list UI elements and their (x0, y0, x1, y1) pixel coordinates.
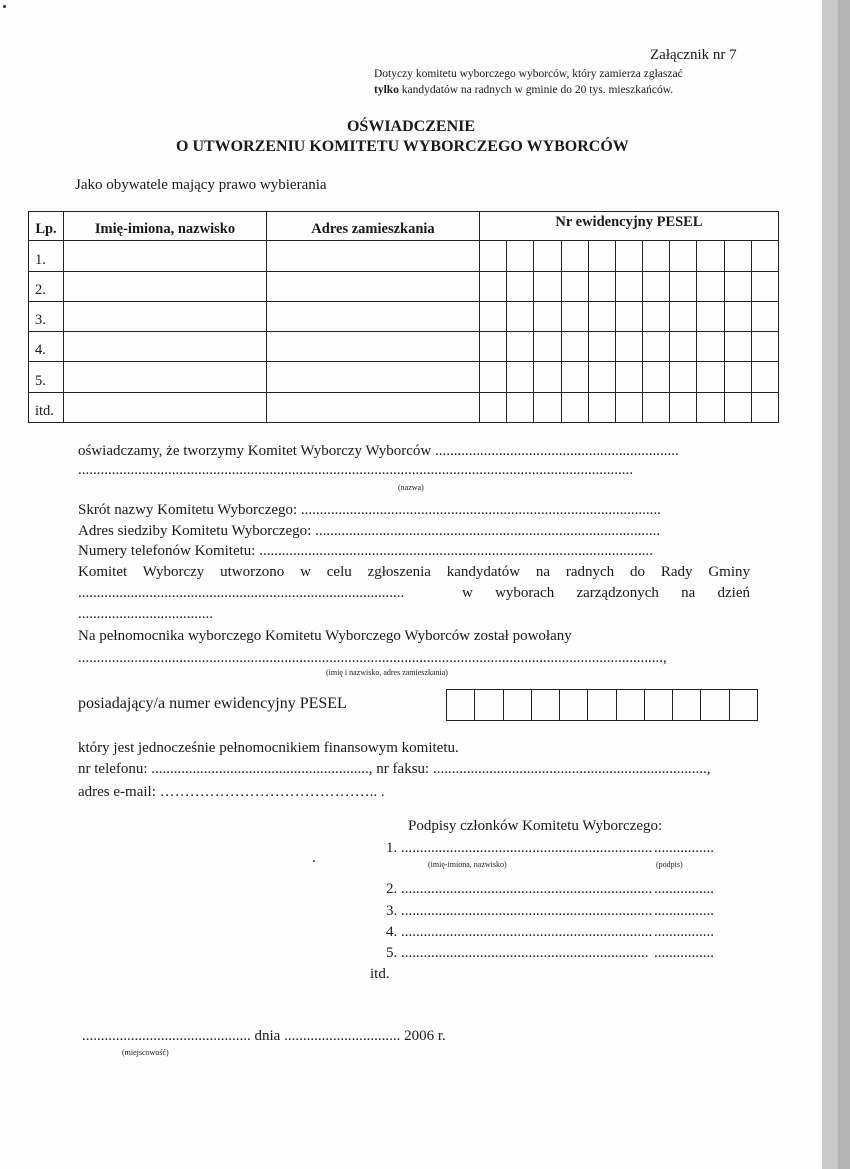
members-table (28, 211, 779, 423)
pesel-digit-cell[interactable] (561, 301, 588, 331)
signature-name-caption: (imię-imiona, nazwisko) (428, 860, 507, 869)
pesel-digit-cell[interactable] (615, 271, 642, 301)
pesel-digit-cell[interactable] (724, 392, 751, 422)
annex-note (374, 66, 683, 98)
address-cell[interactable] (267, 241, 480, 271)
table-body (29, 241, 779, 423)
proxy-line: Na pełnomocnika wyborczego Komitetu Wyborczego Wyborców został powołany (78, 628, 572, 644)
phone-numbers-line[interactable]: Numery telefonów Komitetu: ......................................................................................................... (78, 543, 653, 559)
pesel-digit-cell[interactable] (724, 301, 751, 331)
pesel-label: posiadający/a numer ewidencyjny PESEL (78, 695, 347, 712)
pesel-digit-cell[interactable] (643, 362, 670, 392)
annex-note-rest: kandydatów na radnych w gminie do 20 tys. mieszkańców. (398, 84, 674, 96)
pesel-digit-cell[interactable] (561, 332, 588, 362)
abbreviation-line[interactable]: Skrót nazwy Komitetu Wyborczego: ................................................................................................ (78, 502, 661, 518)
pesel-digit-cell[interactable] (670, 241, 697, 271)
pesel-digit-cell[interactable] (697, 392, 724, 422)
address-cell[interactable] (267, 392, 480, 422)
name-cell[interactable] (64, 301, 267, 331)
pesel-digit-cell[interactable] (561, 392, 588, 422)
row-number: itd. (29, 392, 64, 422)
pesel-digit-cell[interactable] (561, 271, 588, 301)
document-title: OŚWIADCZENIE (346, 118, 476, 135)
intro-text: Jako obywatele mający prawo wybierania (75, 177, 327, 193)
table-row (29, 392, 779, 422)
pesel-digit-cell[interactable] (534, 362, 561, 392)
pesel-digit-cell[interactable] (670, 301, 697, 331)
header-lp: Lp. (29, 212, 64, 241)
signature-sig-4[interactable]: ................ (654, 924, 714, 940)
pesel-digit-cell[interactable] (588, 332, 615, 362)
annex-note-line1: Dotyczy komitetu wyborczego wyborców, który zamierza zgłaszać (374, 68, 683, 80)
pesel-digit-cell[interactable] (751, 271, 778, 301)
pesel-digit-cell[interactable] (507, 301, 534, 331)
pesel-digit-cell[interactable] (724, 362, 751, 392)
name-cell[interactable] (64, 332, 267, 362)
pesel-digit-cell[interactable] (751, 301, 778, 331)
signature-sig-1[interactable]: ................ (654, 840, 714, 856)
pesel-digit-cell[interactable] (697, 271, 724, 301)
pesel-digit-cell[interactable] (724, 241, 751, 271)
scan-speck (313, 860, 315, 862)
address-cell[interactable] (267, 332, 480, 362)
pesel-digit-cell[interactable] (697, 332, 724, 362)
proxy-name-field[interactable]: ............................................................................................................................................................, (78, 650, 667, 666)
name-caption: (nazwa) (398, 483, 424, 492)
pesel-digit-cell[interactable] (643, 241, 670, 271)
pesel-digit-cell[interactable] (670, 332, 697, 362)
purpose-dots[interactable]: ....................................................................................... (78, 585, 405, 601)
pesel-digit-cell[interactable] (534, 392, 561, 422)
pesel-digit-cell[interactable] (507, 241, 534, 271)
pesel-digit-cell[interactable] (588, 301, 615, 331)
table-header-row (29, 212, 779, 241)
pesel-digit-cell[interactable] (670, 392, 697, 422)
pesel-digit-cell[interactable] (724, 271, 751, 301)
pesel-digit-cell[interactable] (561, 241, 588, 271)
signature-sig-caption: (podpis) (656, 860, 683, 869)
proxy-pesel-boxes[interactable] (446, 689, 758, 721)
header-pesel: Nr ewidencyjny PESEL (480, 212, 779, 241)
annex-note-bold: tylko (374, 84, 399, 96)
pesel-digit-cell[interactable] (561, 362, 588, 392)
name-cell[interactable] (64, 241, 267, 271)
pesel-digit-cell[interactable] (615, 301, 642, 331)
row-number: 2. (29, 271, 64, 301)
signatures-heading: Podpisy członków Komitetu Wyborczego: (408, 818, 663, 834)
row-number: 4. (29, 332, 64, 362)
table-row (29, 332, 779, 362)
finance-line: który jest jednocześnie pełnomocnikiem finansowym komitetu. (78, 740, 459, 756)
purpose-line: Komitet Wyborczy utworzono w celu zgłoszenia kandydatów na radnych do Rady Gminy (78, 564, 750, 580)
name-cell[interactable] (64, 392, 267, 422)
pesel-digit-cell[interactable] (615, 241, 642, 271)
pesel-digit-cell[interactable] (534, 271, 561, 301)
election-date-field[interactable]: .................................... (78, 606, 213, 622)
signature-sig-3[interactable]: ................ (654, 903, 714, 919)
pesel-digit-cell[interactable] (480, 392, 507, 422)
row-number: 5. (29, 362, 64, 392)
signature-name-4[interactable]: 4. ................................................................... (386, 924, 653, 940)
pesel-digit-cell[interactable] (507, 332, 534, 362)
name-cell[interactable] (64, 271, 267, 301)
pesel-digit-cell[interactable] (670, 362, 697, 392)
pesel-digit-cell[interactable] (643, 332, 670, 362)
table-row (29, 241, 779, 271)
seat-address-line[interactable]: Adres siedziby Komitetu Wyborczego: ............................................................................................ (78, 523, 661, 539)
row-number: 1. (29, 241, 64, 271)
header-name: Imię-imiona, nazwisko (64, 212, 267, 241)
pesel-digit-cell[interactable] (643, 271, 670, 301)
pesel-digit-cell[interactable] (670, 271, 697, 301)
pesel-digit-cell[interactable] (724, 332, 751, 362)
pesel-digit-cell[interactable] (615, 332, 642, 362)
signature-sig-2[interactable]: ................ (654, 881, 714, 897)
pesel-digit-cell[interactable] (615, 362, 642, 392)
pesel-digit-cell[interactable] (480, 301, 507, 331)
phone-fax-line[interactable]: nr telefonu: .........................................................., nr faksu: ........................................................................., (78, 761, 711, 777)
place-caption: (miejscowość) (122, 1048, 169, 1057)
pesel-digit-cell[interactable] (751, 241, 778, 271)
annex-note-line2 (374, 82, 683, 98)
email-line[interactable]: adres e-mail: …………………………………….. . (78, 784, 385, 800)
pesel-digit-cell[interactable] (697, 301, 724, 331)
signatures-etc: itd. (370, 966, 390, 982)
signature-name-1[interactable]: 1. ................................................................... (386, 840, 653, 856)
pesel-digit-cell[interactable] (751, 362, 778, 392)
proxy-caption: (imię i nazwisko, adres zamieszkania) (326, 668, 448, 677)
committee-name-field[interactable]: .................................................................................................................................................... (78, 462, 633, 478)
table-row (29, 362, 779, 392)
annex-label: Załącznik nr 7 (650, 47, 737, 63)
address-cell[interactable] (267, 271, 480, 301)
pesel-digit-cell[interactable] (588, 362, 615, 392)
pesel-digit-cell[interactable] (534, 332, 561, 362)
name-cell[interactable] (64, 362, 267, 392)
pesel-digit-cell[interactable] (588, 392, 615, 422)
address-cell[interactable] (267, 362, 480, 392)
pesel-digit-cell[interactable] (480, 241, 507, 271)
document-subtitle: O UTWORZENIU KOMITETU WYBORCZEGO WYBORCÓW (176, 138, 629, 155)
pesel-digit-cell[interactable] (480, 362, 507, 392)
pesel-digit-cell[interactable] (507, 271, 534, 301)
pesel-digit-cell[interactable] (643, 301, 670, 331)
pesel-digit-cell[interactable] (480, 332, 507, 362)
pesel-digit-cell[interactable] (697, 241, 724, 271)
header-address: Adres zamieszkania (267, 212, 480, 241)
pesel-digit-cell[interactable] (534, 301, 561, 331)
pesel-digit-cell[interactable] (615, 392, 642, 422)
signature-name-2[interactable]: 2. ................................................................... (386, 881, 653, 897)
pesel-digit-cell[interactable] (507, 362, 534, 392)
pesel-digit-cell[interactable] (534, 241, 561, 271)
place-date-line[interactable]: ............................................. dnia ............................... 2006 r. (82, 1028, 446, 1044)
scan-speck (3, 5, 6, 8)
purpose-mid: w wyborach zarządzonych na dzień (462, 585, 750, 601)
pesel-digit-cell[interactable] (751, 332, 778, 362)
pesel-digit-cell[interactable] (588, 271, 615, 301)
pesel-digit-cell[interactable] (751, 392, 778, 422)
scan-edge-shadow (838, 0, 850, 1169)
table-row (29, 301, 779, 331)
signature-name-3[interactable]: 3. ................................................................... (386, 903, 653, 919)
pesel-digit-cell[interactable] (480, 271, 507, 301)
table-row (29, 271, 779, 301)
pesel-digit-cell[interactable] (697, 362, 724, 392)
row-number: 3. (29, 301, 64, 331)
address-cell[interactable] (267, 301, 480, 331)
pesel-digit-cell[interactable] (507, 392, 534, 422)
declaration-line: oświadczamy, że tworzymy Komitet Wyborczy Wyborców ................................................................. (78, 443, 679, 459)
pesel-digit-cell[interactable] (588, 241, 615, 271)
signature-name-5[interactable]: 5. .................................................................. (386, 945, 649, 961)
signature-sig-5[interactable]: ................ (654, 945, 714, 961)
pesel-digit-cell[interactable] (643, 392, 670, 422)
